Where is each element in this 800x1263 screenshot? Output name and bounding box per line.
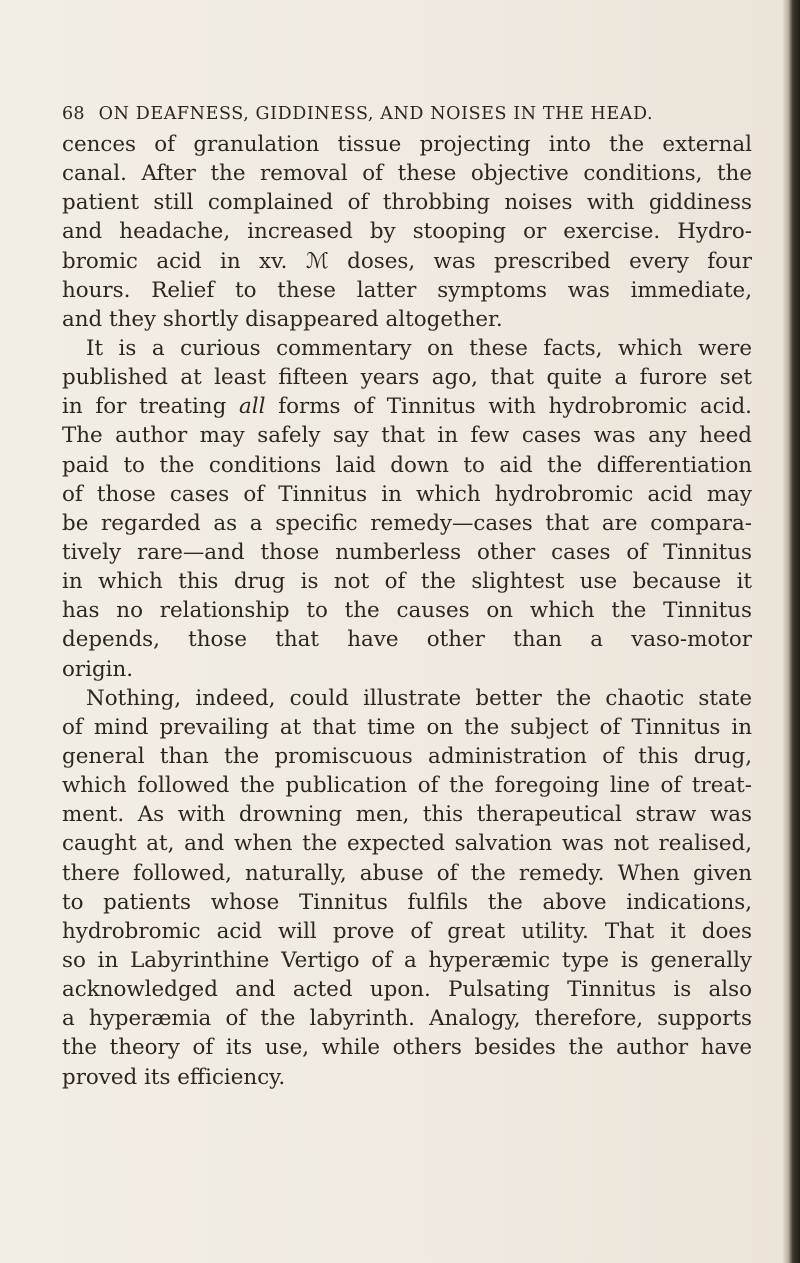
text-line: The author may safely say that in few cases was any heed: [62, 423, 752, 449]
text-line: which followed the publication of the foregoing line of treat-: [62, 773, 752, 799]
text-line: the theory of its use, while others besides the author have: [62, 1035, 752, 1061]
text-line: of those cases of Tinnitus in which hydrobromic acid may: [62, 481, 752, 507]
text-line: It is a curious commentary on these facts, which were: [86, 335, 752, 361]
text-line: hours. Relief to these latter symptoms was immediate,: [62, 277, 752, 303]
paragraph-3: [62, 684, 752, 1092]
text-line: tively rare—and those numberless other cases of Tinnitus: [62, 539, 752, 565]
italic-emphasis: all: [239, 394, 266, 420]
text-line: paid to the conditions laid down to aid the differentiation: [62, 452, 752, 478]
text-line: and they shortly disappeared altogether.: [62, 306, 503, 332]
text-line: there followed, naturally, abuse of the remedy. When given: [62, 860, 752, 886]
text-line: published at least fifteen years ago, that quite a furore set: [62, 365, 752, 391]
running-header: [62, 104, 653, 124]
text-run: forms of Tinnitus with hydrobromic acid.: [278, 394, 752, 420]
text-line: of mind prevailing at that time on the subject of Tinnitus in: [62, 714, 752, 740]
text-line: and headache, increased by stooping or exercise. Hydro-: [62, 219, 752, 245]
text-line: cences of granulation tissue projecting into the external: [62, 132, 752, 157]
running-title: ON DEAFNESS, GIDDINESS, AND NOISES IN THE HEAD.: [98, 104, 654, 124]
text-line: in which this drug is not of the slightest use because it: [62, 569, 752, 595]
text-line: a hyperæmia of the labyrinth. Analogy, therefore, supports: [62, 1006, 752, 1032]
page-edge-shadow: [782, 0, 800, 1263]
text-line: hydrobromic acid will prove of great utility. That it does: [62, 918, 752, 944]
text-line: patient still complained of throbbing noises with giddiness: [62, 190, 752, 216]
paragraph-2: [62, 334, 752, 684]
body-text: [62, 130, 752, 1092]
text-line: canal. After the removal of these objective conditions, the: [62, 161, 752, 187]
text-line: has no relationship to the causes on which the Tinnitus: [62, 598, 752, 624]
text-line: ment. As with drowning men, this therapeutical straw was: [62, 802, 752, 828]
text-line: general than the promiscuous administration of this drug,: [62, 743, 752, 769]
text-line: acknowledged and acted upon. Pulsating Tinnitus is also: [62, 977, 752, 1003]
text-line: depends, those that have other than a vaso-motor: [62, 627, 752, 653]
text-line: to patients whose Tinnitus fulfils the above indications,: [62, 889, 752, 915]
text-run: in for treating: [62, 394, 227, 420]
paragraph-1: [62, 130, 752, 334]
text-line: caught at, and when the expected salvation was not realised,: [62, 831, 752, 857]
text-line: Nothing, indeed, could illustrate better the chaotic state: [86, 685, 752, 711]
text-line: origin.: [62, 656, 134, 682]
text-line: so in Labyrinthine Vertigo of a hyperæmic type is generally: [62, 947, 752, 973]
text-line-with-italic: [62, 392, 752, 421]
text-line: proved its efficiency.: [62, 1064, 286, 1090]
text-line: be regarded as a specific remedy—cases that are compara-: [62, 510, 752, 536]
page-number: 68: [62, 104, 85, 124]
text-line: bromic acid in xv. ℳ doses, was prescribed every four: [62, 248, 752, 274]
